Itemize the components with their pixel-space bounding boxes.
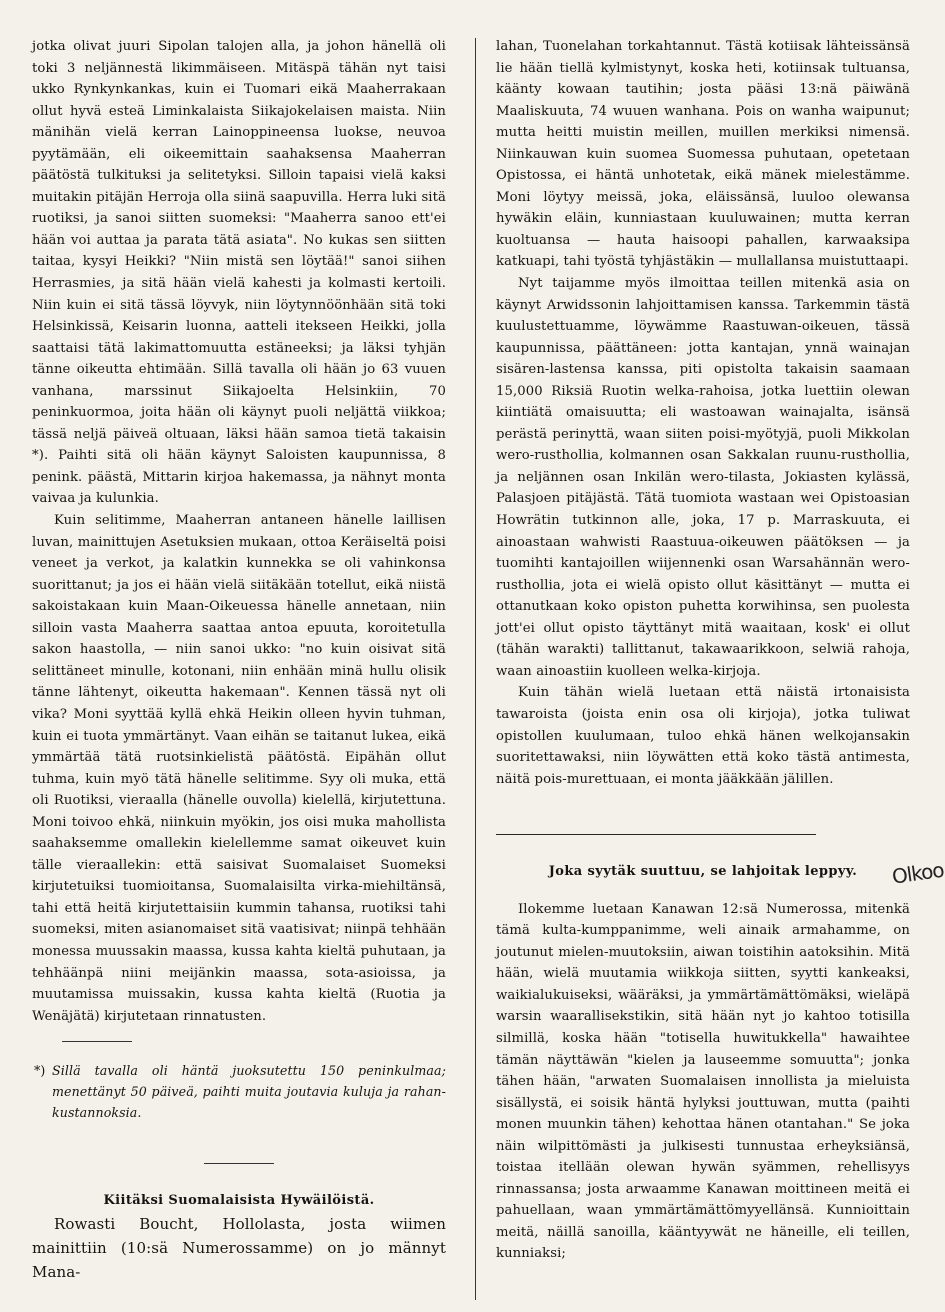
footnote [32, 1060, 446, 1123]
right-section-divider [496, 834, 816, 835]
left-section-text: Rowasti Boucht, Hollolasta, josta wiimen mainittiin (10:sä Numerossamme) on jo männyt Mana- [32, 1214, 446, 1281]
right-paragraph-4: Ilokemme luetaan Kanawan 12:sä Numerossa, mitenkä tämä kulta-kumppanimme, weli ainaik armahamme, on joutunut mielen-muutoksiin, aiwan toistihin aatoksihin. Mitä hään, wielä muutamia wiikkoja siitten, syytti kankeaksi, waikialukuiseksi, wääräksi, ja ymmärtämättömäksi, wieläpä warsin waarallisekstikin, sitä hään nyt jo kahtoo totisilla silmillä, koska hään "totisella huwitukkella" hawaihtee tämän näyttäwän "kielen ja lauseemme somuutta"; jonka tähen hään, "arwaten Suomalaisen innollista ja mieluista sisällystä, ei soisik häntä hylyksi jouttuwan, mutta (paihti monen muunkin tähen) kehottaa hänen otantahan." Se joka näin wilpittömästi ja julkisesti tunnustaa erheyksiänsä, toistaa itellään olewan hywän syämmen, rehellisyys rinnassansa; josta arwaamme Kanawan moittineen meitä ei pahuellaan, waan ymmärtämättömyyellänsä. Kunnioittain meitä, näillä sanoilla, kääntyywät ne häneille, eli teillen, kunniaksi; [496, 901, 910, 1262]
left-section-heading: Kiitäksi Suomalaisista Hywäilöistä. [103, 1193, 375, 1209]
right-paragraph-3: Kuin tähän wielä luetaan että näistä irtonaisista tawaroista (joista enin osa oli kirjoja), jotka tuliwat opistollen kuulumaan, tuloo ehkä hänen welkojansakin suoritettawaksi, niin löywätten että koko tästä antimesta, näitä pois-murettuaan, ei monta jääkkään jälillen. [496, 685, 910, 787]
left-paragraph-1: jotka olivat juuri Sipolan talojen alla, ja johon hänellä oli toki 3 neljännestä likimmäiseen. Mitäspä tähän nyt taisi ukko Rynkynkankas, kuin ei Tuomari eikä Maaherrakaan ollut hyvä esteä Liminkalaista Siikajokelaisen maista. Niin mänihän vielä kerran Lainoppineensa luokse, neuvoa pyytämään, eli oikeemittain saahaksensa Maaherran päätöstä tulkituksi ja selitetyksi. Silloin tapaisi vielä kaksi muitakin pitäjän Herroja olla siinä saapuvilla. Herra luki sitä ruotiksi, ja sanoi siitten suomeksi: "Maaherra sanoo ett'ei hään voi auttaa ja parata tätä asiata". No kukas sen siitten taitaa, kysyi Heikki? "Niin mistä sen löytää!" sanoi siihen Herrasmies, ja sitä hään vielä kahesti ja kolmasti kertoili. Niin kuin ei sitä tässä löyvyk, niin löytynnöönhään sitä toki Helsinkissä, Keisarin luonna, aatteli itekseen Heikki, jolla saattaisi tätä lakimattomuutta estäneeksi; ja läksi tyhjän tänne oikeutta ehtimään. Sillä tavalla oli hään jo 63 vuuen vanhana, marssinut Siikajoelta Helsinkiin, 70 peninkuormoa, joita hään oli käynyt puoli neljättä viikkoa; tässä neljä päiveä oltuaan, läksi hään samoa tietä takaisin *). Paihti sitä oli hään käynyt Saloisten kaupunnissa, 8 penink. päästä, Mittarin kirjoa hakemassa, ja nähnyt monta vaivaa ja kulunkia. [32, 39, 446, 507]
footnote-text: Sillä tavalla oli häntä juoksutettu 150 peninkulmaa; menettänyt 50 päiveä, paihti muita joutavia kuluja ja rahan-kustannoksia. [52, 1063, 446, 1121]
margin-handwritten-note: Olkoo [890, 857, 945, 889]
right-section-heading: Joka syytäk suuttuu, se lahjoitak leppyy. [548, 864, 858, 880]
footnote-marker: *) [34, 1063, 46, 1079]
left-paragraph-2: Kuin selitimme, Maaherran antaneen hänelle laillisen luvan, mainittujen Asetuksien mukaan, ottoa Keräiseltä poisi veneet ja verkot, ja kalatkin kunnekka se oli vahinkonsa suorittanut; ja jos ei hään vielä siitäkään totellut, eikä niistä sakoistakaan kuin Maan-Oikeuessa hänelle annetaan, niin silloin vasta Maaherra saattaa antoa epuuta, koroitetulla sakon haastolla, — niin sanoi ukko: "no kuin oisivat sitä selittäneet minulle, kotonani, niin enhään minä hullu olisik tänne lähtenyt, oikeutta hakemaan". Kennen tässä nyt oli vika? Moni syyttää kyllä ehkä Heikin olleen hyvin tuhman, kuin ei tuota ymmärtänyt. Vaan eihän se taitanut lukea, eikä ymmärtää tätä ruotsinkielistä päätöstä. Eipähän ollut tuhma, kuin myö tätä hänelle selitimme. Syy oli muka, että oli Ruotiksi, vieraalla (hänelle ouvolla) kielellä, kirjutettuna. Moni toivoo ehkä, niinkuin myökin, jos oisi muka mahollista saahaksemme omallekin kielellemme samat oikeuvet kuin tälle vieraallekin: että saisivat Suomalaiset Suomeksi kirjutetuiksi tuomioitansa, Suomalaisilta virka-miehiltänsä, tahi että heitä kirjutettaisiin kummin tahansa, ruotiksi tahi suomeksi, miten asianomaiset sitä vaatisivat; niinpä tehhään monessa muussakin maassa, kussa kahta kieltä puhutaan, ja tehhäänpä niini meijänkin maassa, sota-asioissa, ja muutamissa muissakin, kussa kahta kieltä (Ruotia ja Wenäjätä) kirjutetaan rinnatusten. [32, 513, 446, 1024]
right-paragraph-2: Nyt taijamme myös ilmoittaa teillen mitenkä asia on käynyt Arwidssonin lahjoittamisen kanssa. Tarkemmin tästä kuulustettuamme, löywämme Raastuwan-oikeuen, tässä kaupunnissa, päättäneen: jotta kantajan, ynnä wainajan sisären-lastensa kanssa, piti opistolta takaisin saamaan 15,000 Riksiä Ruotin welka-rahoisa, jotka luettiin olewan kiintiätä omaisuutta; eli wastoawan wainajalta, isänsä perästä perinyttä, waan siiten poisi-myötyjä, puoli Mikkolan wero-rusthollia, kolmannen osan Sakkalan ruunu-rusthollia, ja neljännen osan Inkilän wero-tilasta, Jokiasten kylässä, Palasjoen pitäjästä. Tätä tuomiota wastaan wei Opistoasian Howrätin tutkinnon alle, joka, 17 p. Marraskuuta, ei ainoastaan wahwisti Raastuua-oikeuwen päätöksen — ja tuomihti kantajoillen wiijennenki osan Warsahännän wero-rusthollia, jota ei wielä opisto ollut käsittänyt — mutta ei ottanutkaan koko opiston puhetta korwihinsa, sen puolesta jott'ei ollut opisto täyttänyt mitä waaitaan, kosk' ei ollut (tähän warakti) tallittanut, takawaarikkoon, selwiä rahoja, waan ainoastiin kuolleen welka-kirjoja. [496, 276, 910, 679]
right-column [496, 36, 910, 1265]
section-divider [204, 1163, 274, 1164]
right-paragraph-1: lahan, Tuonelahan torkahtannut. Tästä kotiisak lähteissänsä lie hään tiellä kylmistynyt, koska heti, kotiinsak tultuansa, käänty kowaan tautihin; josta pääsi 13:nä päiwänä Maaliskuuta, 74 wuuen wanhana. Pois on wanha waipunut; mutta heitti muistin meillen, muillen merkiksi nimensä. Niinkauwan kuin suomea Suomessa puhutaan, opetetaan Opistossa, ei häntä unhotetak, eikä mänek mielestämme. Moni löytyy meissä, joka, eläissänsä, luuloo olewansa hywäkin eläin, kunniastaan kuuluwainen; mutta kerran kuoltuansa — hauta haisoopi pahallen, karwaaksipa katkuapi, tahi työstä tyhjästäkin — mullallansa muistuttaapi. [496, 39, 910, 270]
column-divider [475, 38, 476, 1300]
left-column [32, 36, 446, 1284]
footnote-divider [62, 1041, 132, 1042]
